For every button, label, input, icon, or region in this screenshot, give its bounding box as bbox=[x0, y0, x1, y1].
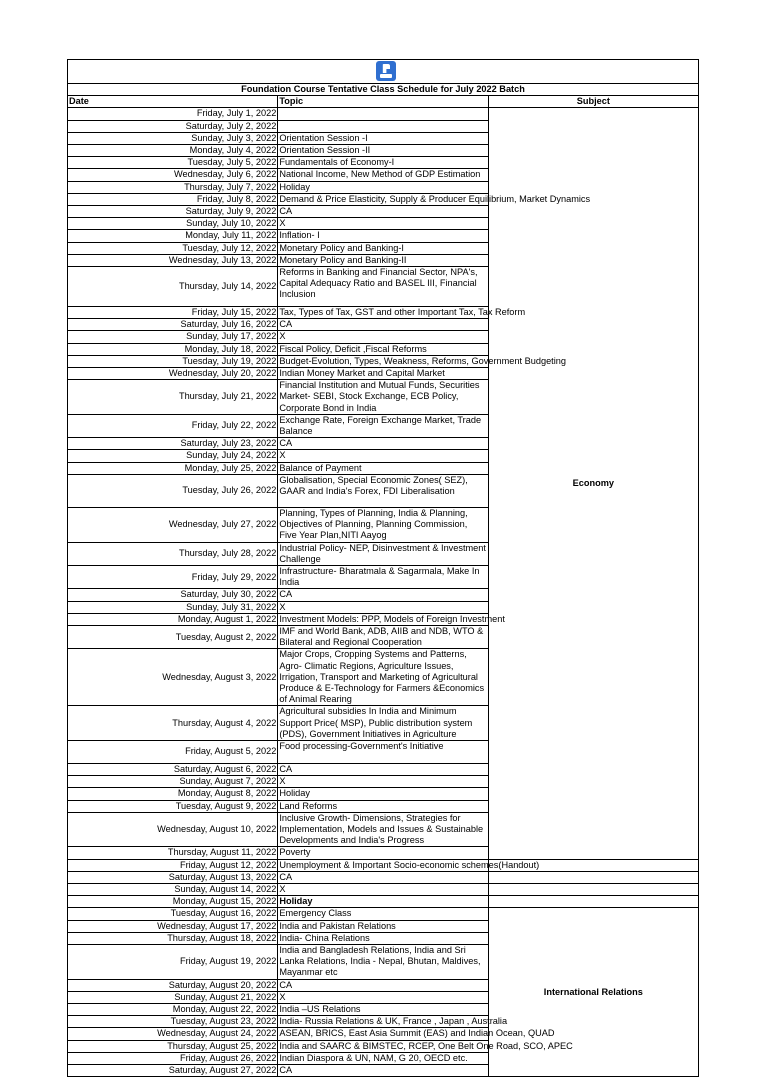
row-date: Wednesday, August 3, 2022 bbox=[68, 649, 278, 706]
row-date: Wednesday, July 6, 2022 bbox=[68, 169, 278, 181]
row-date: Thursday, July 7, 2022 bbox=[68, 181, 278, 193]
row-topic: Inclusive Growth- Dimensions, Strategies for Implementation, Models and Issues & Sustainable Developments and India's Progress bbox=[278, 812, 488, 847]
row-date: Thursday, July 28, 2022 bbox=[68, 542, 278, 565]
row-topic: Indian Money Market and Capital Market bbox=[278, 368, 488, 380]
subject-economy: Economy bbox=[488, 108, 698, 859]
row-topic: Major Crops, Cropping Systems and Patterns, Agro- Climatic Regions, Agriculture Issues, Irrigation, Transport and Marketing of Agricultural Produce & E-Technology for Farmers &Economics of Animal Rearing bbox=[278, 649, 488, 706]
row-date: Thursday, August 11, 2022 bbox=[68, 847, 278, 859]
row-date: Friday, August 26, 2022 bbox=[68, 1052, 278, 1064]
table-row bbox=[68, 908, 699, 920]
row-topic: Demand & Price Elasticity, Supply & Producer Equilibrium, Market Dynamics bbox=[279, 193, 591, 204]
row-topic: India and SAARC & BIMSTEC, RCEP, One Belt One Road, SCO, APEC bbox=[279, 1040, 573, 1051]
row-date: Friday, July 29, 2022 bbox=[68, 565, 278, 588]
row-date: Saturday, July 23, 2022 bbox=[68, 438, 278, 450]
row-topic: X bbox=[278, 331, 488, 343]
row-topic: Holiday bbox=[278, 896, 488, 908]
row-topic: Reforms in Banking and Financial Sector, NPA's, Capital Adequacy Ratio and BASEL III, Financial Inclusion bbox=[278, 267, 488, 307]
row-topic: ASEAN, BRICS, East Asia Summit (EAS) and Indian Ocean, QUAD bbox=[279, 1028, 555, 1039]
row-topic: Globalisation, Special Economic Zones( SEZ), GAAR and India's Forex, FDI Liberalisation bbox=[278, 474, 488, 507]
subject-empty-cell bbox=[488, 871, 698, 883]
row-topic: Inflation- I bbox=[278, 230, 488, 242]
row-date: Monday, July 18, 2022 bbox=[68, 343, 278, 355]
row-topic: CA bbox=[278, 1065, 488, 1077]
row-topic: Fiscal Policy, Deficit ,Fiscal Reforms bbox=[278, 343, 488, 355]
row-date: Saturday, July 16, 2022 bbox=[68, 319, 278, 331]
row-date: Thursday, July 14, 2022 bbox=[68, 267, 278, 307]
row-date: Saturday, August 6, 2022 bbox=[68, 763, 278, 775]
row-topic: Budget-Evolution, Types, Weakness, Reforms, Government Budgeting bbox=[279, 355, 566, 366]
row-topic: Planning, Types of Planning, India & Planning, Objectives of Planning, Planning Commission, Five Year Plan,NITI Aayog bbox=[278, 507, 488, 542]
row-date: Sunday, July 17, 2022 bbox=[68, 331, 278, 343]
row-topic: Monetary Policy and Banking-II bbox=[278, 254, 488, 266]
row-date: Monday, July 4, 2022 bbox=[68, 145, 278, 157]
row-topic: Orientation Session -II bbox=[278, 145, 488, 157]
row-topic: Fundamentals of Economy-I bbox=[278, 157, 488, 169]
row-date: Saturday, July 30, 2022 bbox=[68, 589, 278, 601]
row-topic: India –US Relations bbox=[278, 1004, 488, 1016]
row-topic: Food processing-Government's Initiative bbox=[278, 740, 488, 763]
subject-international-relations: International Relations bbox=[488, 908, 698, 1077]
date-column-header: Date bbox=[68, 96, 278, 108]
table-row bbox=[68, 883, 699, 895]
row-date: Wednesday, July 27, 2022 bbox=[68, 507, 278, 542]
row-topic: Infrastructure- Bharatmala & Sagarmala, Make In India bbox=[278, 565, 488, 588]
row-topic: Emergency Class bbox=[278, 908, 488, 920]
row-date: Friday, August 5, 2022 bbox=[68, 740, 278, 763]
row-date: Wednesday, July 13, 2022 bbox=[68, 254, 278, 266]
row-topic: CA bbox=[278, 979, 488, 991]
row-date: Sunday, July 31, 2022 bbox=[68, 601, 278, 613]
subject-column-header: Subject bbox=[488, 96, 698, 108]
row-topic: CA bbox=[278, 589, 488, 601]
row-topic: Poverty bbox=[278, 847, 488, 859]
row-topic: India- China Relations bbox=[278, 932, 488, 944]
schedule-table bbox=[67, 83, 699, 1077]
row-date: Thursday, August 25, 2022 bbox=[68, 1040, 278, 1052]
subject-empty-cell bbox=[488, 896, 698, 908]
institute-logo-icon bbox=[376, 61, 396, 81]
row-date: Tuesday, July 26, 2022 bbox=[68, 474, 278, 507]
row-date: Monday, August 1, 2022 bbox=[68, 613, 278, 625]
row-topic: Indian Diaspora & UN, NAM, G 20, OECD etc. bbox=[278, 1052, 488, 1064]
row-topic: Investment Models: PPP, Models of Foreign Investment bbox=[279, 613, 505, 624]
row-topic: X bbox=[278, 601, 488, 613]
row-date: Wednesday, August 17, 2022 bbox=[68, 920, 278, 932]
row-topic: India and Pakistan Relations bbox=[278, 920, 488, 932]
row-date: Sunday, July 3, 2022 bbox=[68, 132, 278, 144]
row-date: Tuesday, August 23, 2022 bbox=[68, 1016, 278, 1028]
row-topic: X bbox=[278, 883, 488, 895]
schedule-title: Foundation Course Tentative Class Schedule for July 2022 Batch bbox=[68, 84, 699, 96]
row-date: Monday, July 25, 2022 bbox=[68, 462, 278, 474]
row-date: Thursday, August 4, 2022 bbox=[68, 706, 278, 741]
row-date: Tuesday, August 9, 2022 bbox=[68, 800, 278, 812]
row-topic bbox=[278, 108, 488, 120]
row-topic: CA bbox=[278, 763, 488, 775]
row-date: Saturday, July 2, 2022 bbox=[68, 120, 278, 132]
row-date: Sunday, August 7, 2022 bbox=[68, 776, 278, 788]
row-date: Friday, July 1, 2022 bbox=[68, 108, 278, 120]
row-topic: X bbox=[278, 991, 488, 1003]
row-topic: Balance of Payment bbox=[278, 462, 488, 474]
row-date: Sunday, July 10, 2022 bbox=[68, 218, 278, 230]
header-row bbox=[68, 96, 699, 108]
row-date: Wednesday, August 10, 2022 bbox=[68, 812, 278, 847]
row-date: Wednesday, August 24, 2022 bbox=[68, 1028, 278, 1040]
row-topic: India and Bangladesh Relations, India and Sri Lanka Relations, India - Nepal, Bhutan, Maldives, Mayanmar etc bbox=[278, 945, 488, 980]
row-topic: Agricultural subsidies In India and Minimum Support Price( MSP), Public distribution system (PDS), Government Initiatives in Agriculture bbox=[278, 706, 488, 741]
row-date: Saturday, August 20, 2022 bbox=[68, 979, 278, 991]
row-topic: CA bbox=[278, 319, 488, 331]
row-topic: CA bbox=[278, 871, 488, 883]
row-date: Tuesday, July 12, 2022 bbox=[68, 242, 278, 254]
row-topic: Orientation Session -I bbox=[278, 132, 488, 144]
table-row bbox=[68, 108, 699, 120]
row-topic: Financial Institution and Mutual Funds, Securities Market- SEBI, Stock Exchange, ECB Policy, Corporate Bond in India bbox=[278, 380, 488, 415]
row-topic: IMF and World Bank, ADB, AIIB and NDB, WTO & Bilateral and Regional Cooperation bbox=[278, 625, 488, 648]
row-topic: Industrial Policy- NEP, Disinvestment & Investment Challenge bbox=[278, 542, 488, 565]
row-date: Monday, August 8, 2022 bbox=[68, 788, 278, 800]
row-date: Friday, July 22, 2022 bbox=[68, 414, 278, 437]
row-date: Thursday, August 18, 2022 bbox=[68, 932, 278, 944]
row-date: Monday, August 15, 2022 bbox=[68, 896, 278, 908]
topic-column-header: Topic bbox=[278, 96, 488, 108]
row-topic: CA bbox=[278, 438, 488, 450]
row-topic: National Income, New Method of GDP Estimation bbox=[278, 169, 488, 181]
row-topic: Unemployment & Important Socio-economic schemes(Handout) bbox=[279, 859, 540, 870]
logo-row bbox=[67, 59, 699, 83]
table-row bbox=[68, 896, 699, 908]
row-date: Sunday, August 14, 2022 bbox=[68, 883, 278, 895]
subject-empty-cell bbox=[488, 883, 698, 895]
schedule-sheet bbox=[67, 59, 699, 1077]
row-date: Tuesday, August 16, 2022 bbox=[68, 908, 278, 920]
row-topic: CA bbox=[278, 206, 488, 218]
row-date: Tuesday, July 5, 2022 bbox=[68, 157, 278, 169]
row-topic: Land Reforms bbox=[278, 800, 488, 812]
row-topic: Tax, Types of Tax, GST and other Important Tax, Tax Reform bbox=[279, 307, 526, 318]
row-date: Saturday, August 27, 2022 bbox=[68, 1065, 278, 1077]
row-topic: X bbox=[278, 776, 488, 788]
row-date: Wednesday, July 20, 2022 bbox=[68, 368, 278, 380]
row-date: Monday, July 11, 2022 bbox=[68, 230, 278, 242]
row-topic: X bbox=[278, 450, 488, 462]
row-topic: X bbox=[278, 218, 488, 230]
row-date: Friday, July 15, 2022 bbox=[68, 307, 278, 319]
row-topic: Exchange Rate, Foreign Exchange Market, Trade Balance bbox=[278, 414, 488, 437]
row-date: Sunday, August 21, 2022 bbox=[68, 991, 278, 1003]
row-date: Saturday, July 9, 2022 bbox=[68, 206, 278, 218]
table-row bbox=[68, 871, 699, 883]
row-date: Friday, August 12, 2022 bbox=[68, 859, 278, 871]
row-date: Friday, July 8, 2022 bbox=[68, 193, 278, 205]
row-date: Saturday, August 13, 2022 bbox=[68, 871, 278, 883]
row-topic: Holiday bbox=[278, 181, 488, 193]
row-date: Tuesday, August 2, 2022 bbox=[68, 625, 278, 648]
row-date: Friday, August 19, 2022 bbox=[68, 945, 278, 980]
row-topic bbox=[278, 120, 488, 132]
row-topic: Monetary Policy and Banking-I bbox=[278, 242, 488, 254]
row-date: Monday, August 22, 2022 bbox=[68, 1004, 278, 1016]
row-topic: Holiday bbox=[278, 788, 488, 800]
row-date: Thursday, July 21, 2022 bbox=[68, 380, 278, 415]
table-row bbox=[68, 859, 699, 871]
row-date: Tuesday, July 19, 2022 bbox=[68, 355, 278, 367]
row-date: Sunday, July 24, 2022 bbox=[68, 450, 278, 462]
row-topic: India- Russia Relations & UK, France , Japan , Australia bbox=[279, 1016, 508, 1027]
